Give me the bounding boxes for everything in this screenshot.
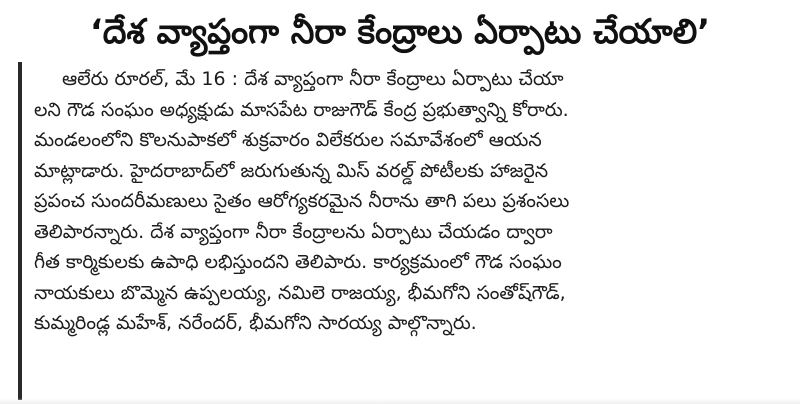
article-line: గీత కార్మికులకు ఉపాధి లభిస్తుందని తెలిపారు. కార్యక్రమంలో గౌడ సంఘం [34,251,562,273]
article-line: మాట్లాడారు. హైదరాబాద్‌లో జరుగుతున్న మిస్ వరల్డ్ పోటీలకు హాజరైన [34,159,549,182]
article-line: తెలిపారన్నారు. దేశ వ్యాప్తంగా నీరా కేంద్రాలను ఏర్పాటు చేయడం ద్వారా [34,220,553,243]
article-body [34,64,784,339]
article-line: మండలంలోని కొలనుపాకలో శుక్రవారం విలేకరుల సమావేశంలో ఆయన [34,129,542,151]
article-line: కుమ్మరిండ్ల మహేశ్, నరేందర్, భీమగోని సారయ్య పాల్గొన్నారు. [34,312,477,334]
article-line: నాయకులు బొమ్మెన ఉప్పలయ్య, నమిలె రాజయ్య, భీమగోని సంతోష్‌గౌడ్, [34,281,566,304]
left-column-rule [18,62,22,400]
headline: ‘దేశ వ్యాప్తంగా నీరా కేంద్రాలు ఏర్పాటు చేయాలి’ [89,12,711,52]
page-bottom-edge [0,398,800,404]
article-line: ప్రపంచ సుందరీమణులు సైతం ఆరోగ్యకరమైన నీరాను తాగి పలు ప్రశంసలు [34,190,570,212]
article-line: ఆలేరు రూరల్, మే 16 : దేశ వ్యాప్తంగా నీరా కేంద్రాలు ఏర్పాటు చేయా [62,68,564,90]
article-line: లని గౌడ సంఘం అధ్యక్షుడు మాసపేట రాజుగౌడ్ కేంద్ర ప్రభుత్వాన్ని కోరారు. [34,98,569,121]
